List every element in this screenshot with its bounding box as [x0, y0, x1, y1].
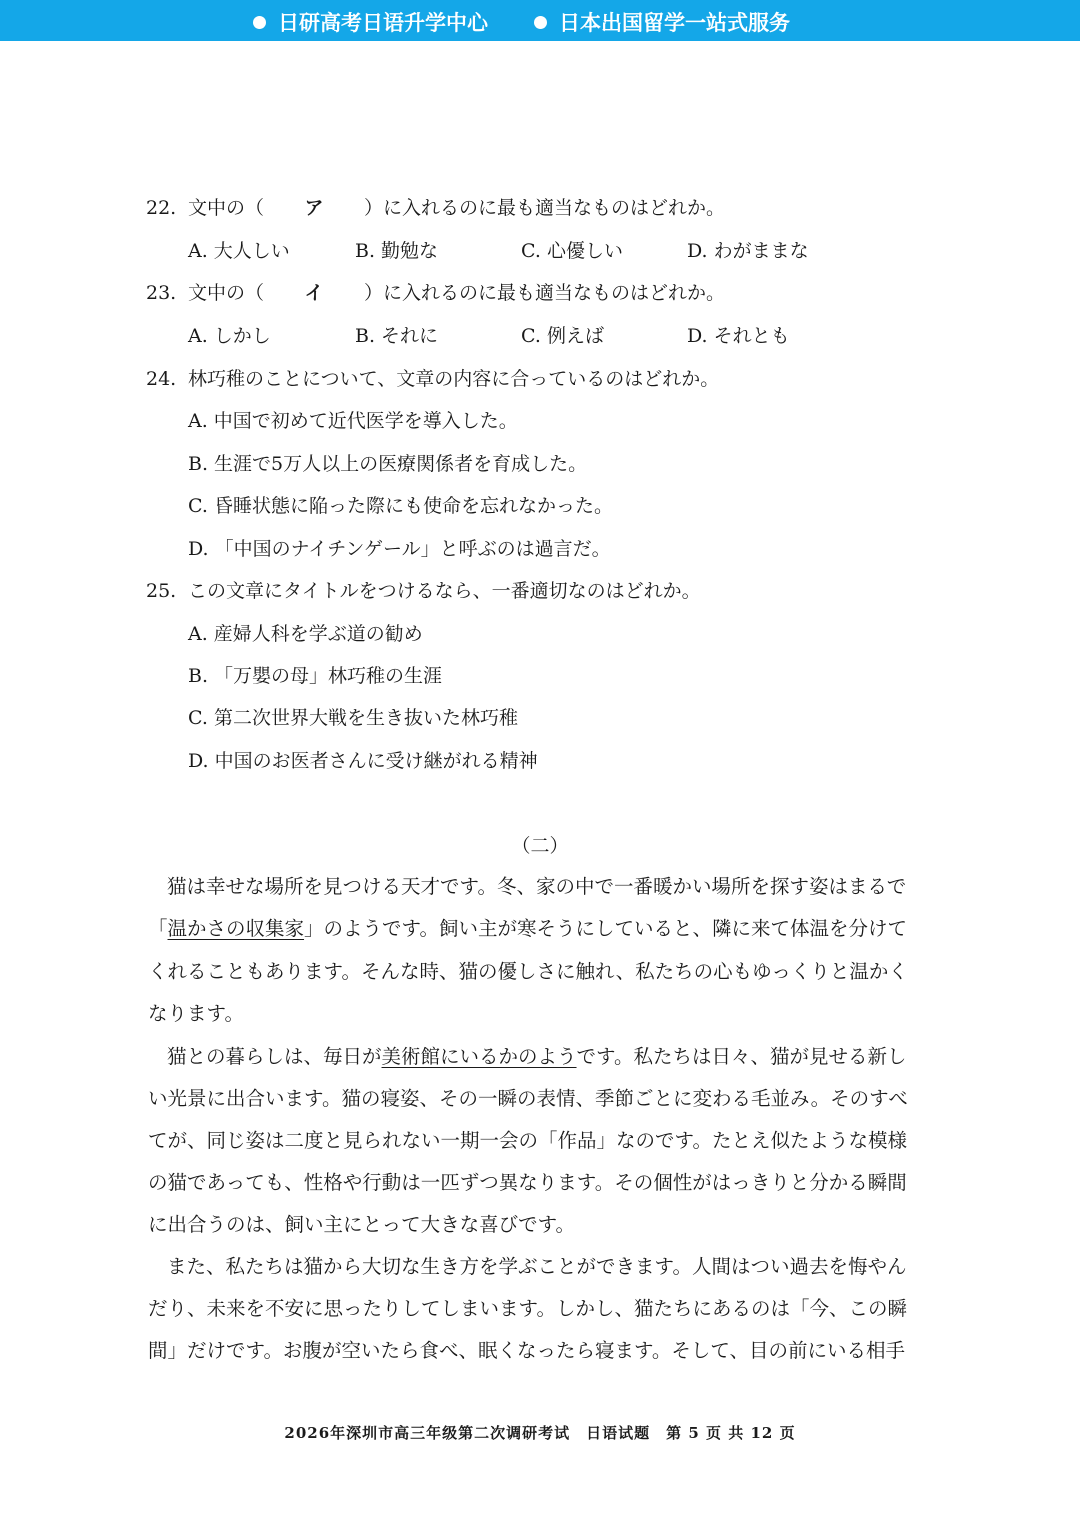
question-text: この文章にタイトルをつけるなら、一番適切なのはどれか。: [188, 580, 701, 602]
banner-left: [253, 7, 488, 37]
page-footer: 2026年深圳市高三年级第二次调研考试 日语试题 第 5 页 共 12 页: [284, 1424, 796, 1442]
section-heading: （二）: [511, 835, 569, 857]
underlined-phrase: 温かさの収集家: [167, 917, 305, 940]
question-22: [146, 193, 725, 220]
question-suffix: ）に入れるのに最も適当なものはどれか。: [364, 197, 726, 219]
passage-line: 間」だけです。お腹が空いたら食べ、眠くなったら寝ます。そして、目の前にいる相手: [148, 1339, 905, 1362]
passage-line: 猫は幸せな場所を見つける天才です。冬、家の中で一番暖かい場所を探す姿はまるで: [167, 875, 907, 898]
option-b: B. それに: [355, 325, 439, 347]
top-banner: [0, 0, 1080, 41]
question-24: [146, 364, 719, 391]
option-a: A. 大人しい: [188, 240, 290, 262]
passage-line: に出合うのは、飼い主にとって大きな喜びです。: [148, 1213, 576, 1236]
passage-line: 「温かさの収集家」のようです。飼い主が寒そうにしていると、隣に来て体温を分けて: [148, 917, 907, 940]
banner-right: [534, 7, 790, 37]
passage-line: い光景に出合います。猫の寝姿、その一瞬の表情、季節ごとに変わる毛並み。そのすべ: [148, 1087, 908, 1110]
question-25: [146, 576, 701, 603]
passage-line: てが、同じ姿は二度と見られない一期一会の「作品」なのです。たとえ似たような模様: [148, 1129, 907, 1152]
option-c: C. 昏睡状態に陥った際にも使命を忘れなかった。: [188, 495, 613, 517]
question-text: 林巧稚のことについて、文章の内容に合っているのはどれか。: [188, 368, 720, 390]
question-number: 22.: [146, 197, 177, 219]
option-b: B. 生涯で5万人以上の医療関係者を育成した。: [188, 453, 588, 475]
question-23: [146, 278, 725, 305]
option-a: A. 中国で初めて近代医学を導入した。: [188, 410, 518, 432]
banner-left-text: 日研高考日语升学中心: [278, 11, 488, 35]
option-c: C. 第二次世界大戦を生き抜いた林巧稚: [188, 707, 518, 729]
option-d: D. 「中国のナイチンゲール」と呼ぶのは過言だ。: [188, 538, 611, 560]
bullet-dot-icon: [253, 16, 266, 29]
question-number: 23.: [146, 282, 177, 304]
option-d: D. 中国のお医者さんに受け継がれる精神: [188, 750, 538, 772]
option-b: B. 「万嬰の母」林巧稚の生涯: [188, 665, 443, 687]
blank-mark: イ: [304, 282, 324, 304]
option-a: A. しかし: [188, 325, 271, 347]
bullet-dot-icon: [534, 16, 547, 29]
question-prefix: 文中の（: [188, 282, 265, 304]
question-number: 24.: [146, 368, 177, 390]
underlined-phrase: 美術館にいるかのよう: [381, 1045, 577, 1068]
option-a: A. 産婦人科を学ぶ道の勧め: [188, 623, 423, 645]
question-prefix: 文中の（: [188, 197, 265, 219]
banner-right-text: 日本出国留学一站式服务: [559, 11, 790, 35]
question-suffix: ）に入れるのに最も適当なものはどれか。: [364, 282, 726, 304]
option-d: D. それとも: [687, 325, 790, 347]
blank-mark: ア: [304, 197, 324, 219]
option-c: C. 例えば: [521, 325, 604, 347]
question-number: 25.: [146, 580, 177, 602]
option-b: B. 勤勉な: [355, 240, 439, 262]
option-d: D. わがままな: [687, 240, 809, 262]
option-c: C. 心優しい: [521, 240, 623, 262]
passage-line: くれることもあります。そんな時、猫の優しさに触れ、私たちの心もゆっくりと温かく: [148, 960, 908, 983]
passage-line: また、私たちは猫から大切な生き方を学ぶことができます。人間はつい過去を悔やん: [167, 1255, 907, 1278]
passage-line: 猫との暮らしは、毎日が美術館にいるかのようです。私たちは日々、猫が見せる新し: [167, 1045, 907, 1068]
passage-line: の猫であっても、性格や行動は一匹ずつ異なります。その個性がはっきりと分かる瞬間: [148, 1171, 907, 1194]
passage-line: なります。: [148, 1002, 244, 1025]
passage-line: だり、未来を不安に思ったりしてしまいます。しかし、猫たちにあるのは「今、この瞬: [148, 1297, 907, 1320]
